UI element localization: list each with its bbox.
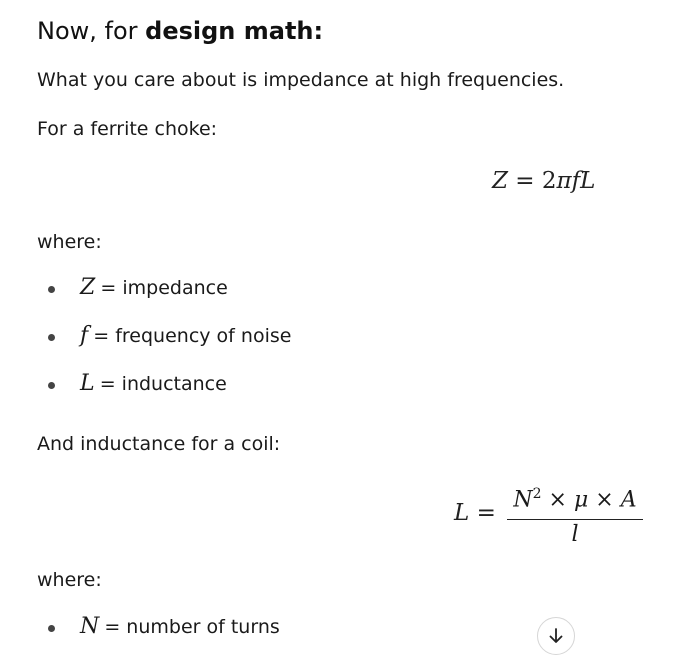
choke-label: For a ferrite choke:	[37, 118, 218, 140]
arrow-down-icon	[547, 627, 565, 645]
inductance-fraction	[507, 480, 643, 548]
bullet	[48, 286, 55, 293]
coil-label: And inductance for a coil:	[37, 433, 281, 455]
where-label-1: where:	[37, 231, 102, 253]
where-label-2: where:	[37, 569, 102, 591]
list-item: Z = impedance	[80, 275, 228, 300]
impedance-formula: Z = 2πfL	[492, 168, 596, 194]
bullet	[48, 382, 55, 389]
intro-text: What you care about is impedance at high frequencies.	[37, 69, 565, 91]
section-heading: Now, for design math:	[37, 17, 324, 45]
list-item: N = number of turns	[80, 614, 280, 639]
list-item: L = inductance	[80, 371, 227, 396]
fraction-numerator: $N^2 \times \mu \times A$	[513, 486, 637, 513]
inductance-formula-lhs: L =	[454, 500, 496, 526]
bullet	[48, 625, 55, 632]
heading-bold: design math:	[145, 17, 324, 45]
scroll-to-bottom-button[interactable]	[537, 617, 575, 655]
fraction-denominator: l	[571, 522, 579, 548]
list-item: f = frequency of noise	[80, 323, 292, 348]
bullet	[48, 334, 55, 341]
fraction-bar	[507, 519, 643, 520]
